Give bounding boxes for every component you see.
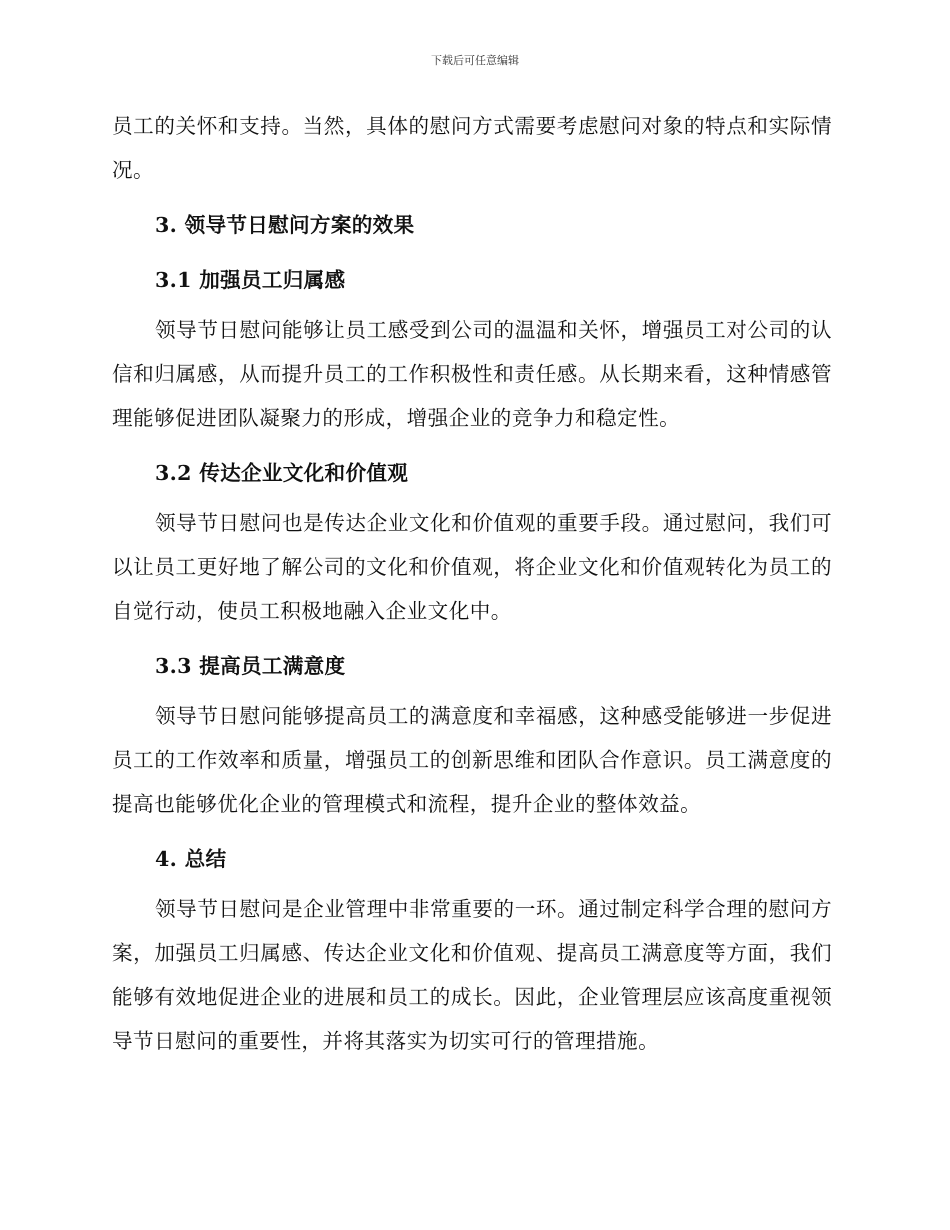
paragraph-section-4: 领导节日慰问是企业管理中非常重要的一环。通过制定科学合理的慰问方案，加强员工归属感、传达企业文化和价值观、提高员工满意度等方面，我们能够有效地促进企业的进展和员工的成长。因此，企业管理层应该高度重视领导节日慰问的重要性，并将其落实为切实可行的管理措施。: [112, 897, 832, 1053]
paragraph-section-3-2: 领导节日慰问也是传达企业文化和价值观的重要手段。通过慰问，我们可以让员工更好地了解公司的文化和价值观，将企业文化和价值观转化为员工的自觉行动，使员工积极地融入企业文化中。: [112, 511, 832, 623]
page-header: 下载后可任意编辑: [431, 54, 519, 67]
heading-section-3: 3. 领导节日慰问方案的效果: [155, 213, 415, 237]
paragraph-section-3-3: 领导节日慰问能够提高员工的满意度和幸福感，这种感受能够进一步促进员工的工作效率和质量，增强员工的创新思维和团队合作意识。员工满意度的提高也能够优化企业的管理模式和流程，提升企业的整体效益。: [112, 704, 832, 816]
document-body: [112, 104, 832, 1063]
heading-section-3-2: 3.2 传达企业文化和价值观: [155, 461, 409, 485]
heading-section-3-3: 3.3 提高员工满意度: [155, 654, 346, 678]
heading-section-3-1: 3.1 加强员工归属感: [155, 268, 346, 292]
heading-section-4: 4. 总结: [155, 847, 227, 871]
paragraph-section-3-1: 领导节日慰问能够让员工感受到公司的温温和关怀，增强员工对公司的认信和归属感，从而提升员工的工作积极性和责任感。从长期来看，这种情感管理能够促进团队凝聚力的形成，增强企业的竞争力和稳定性。: [112, 318, 832, 430]
paragraph-intro-continued: 员工的关怀和支持。当然，具体的慰问方式需要考虑慰问对象的特点和实际情况。: [112, 114, 832, 182]
